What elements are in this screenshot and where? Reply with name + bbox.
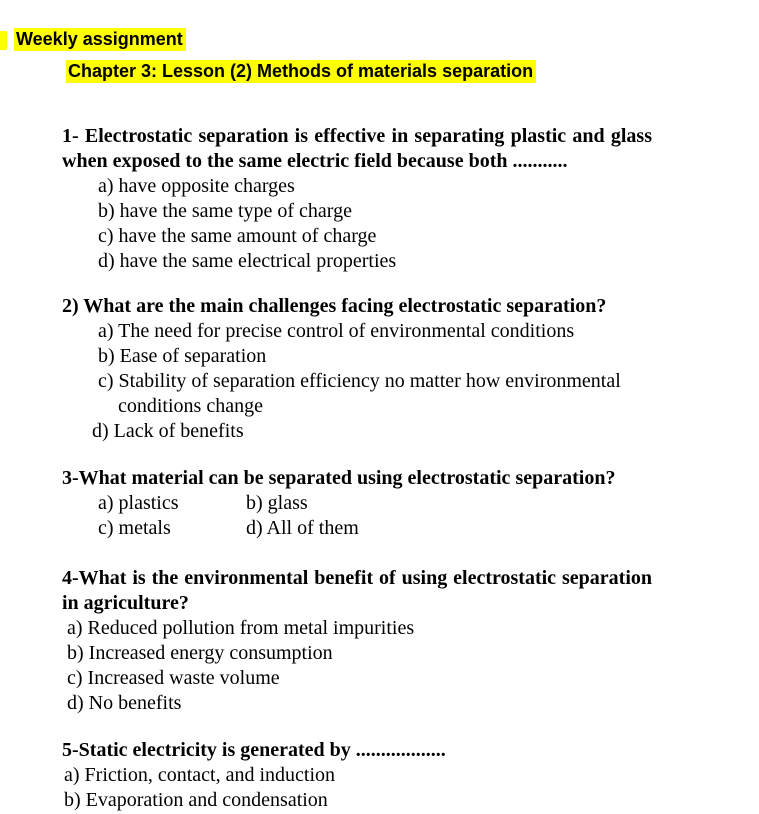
question-2 (62, 294, 652, 444)
question-1-stem: 1- Electrostatic separation is effective in separating plastic and glass when exposed to the same electric field because both ........... (62, 125, 652, 172)
question-2-option-a: a) The need for precise control of environmental conditions (98, 320, 575, 342)
question-2-option-b: b) Ease of separation (98, 345, 267, 367)
question-3-option-a: a) plastics (98, 492, 179, 514)
questions-area (62, 124, 652, 813)
question-4-option-d: d) No benefits (67, 692, 182, 714)
question-4-option-c: c) Increased waste volume (67, 667, 280, 689)
assignment-title (14, 28, 186, 50)
question-4-option-b: b) Increased energy consumption (67, 642, 333, 664)
question-3-option-c: c) metals (98, 517, 171, 539)
question-2-option-d: d) Lack of benefits (92, 420, 244, 442)
question-4 (62, 566, 652, 716)
assignment-title-text: Weekly assignment (14, 28, 186, 51)
question-5 (62, 738, 652, 813)
chapter-subtitle (66, 60, 536, 82)
question-5-option-a: a) Friction, contact, and induction (64, 764, 336, 786)
question-5-option-b: b) Evaporation and condensation (64, 789, 328, 811)
chapter-subtitle-text: Chapter 3: Lesson (2) Methods of materials separation (66, 60, 536, 83)
question-3-options-grid (98, 491, 652, 541)
question-1 (62, 124, 652, 274)
question-1-option-d: d) have the same electrical properties (98, 250, 397, 272)
question-3 (62, 466, 652, 541)
question-2-stem: 2) What are the main challenges facing electrostatic separation? (62, 295, 607, 317)
question-1-option-c: c) have the same amount of charge (98, 225, 377, 247)
question-4-option-a: a) Reduced pollution from metal impurities (67, 617, 415, 639)
question-3-option-d: d) All of them (246, 517, 359, 539)
question-3-stem: 3-What material can be separated using electrostatic separation? (62, 467, 616, 489)
highlight-edge-mark (0, 31, 7, 50)
question-2-option-c: c) Stability of separation efficiency no matter how environmental conditions change (98, 370, 621, 417)
question-3-option-b: b) glass (246, 492, 308, 514)
question-1-option-a: a) have opposite charges (98, 175, 295, 197)
question-1-option-b: b) have the same type of charge (98, 200, 352, 222)
question-5-stem: 5-Static electricity is generated by .................. (62, 739, 446, 761)
question-4-stem: 4-What is the environmental benefit of using electrostatic separation in agriculture? (62, 567, 652, 614)
